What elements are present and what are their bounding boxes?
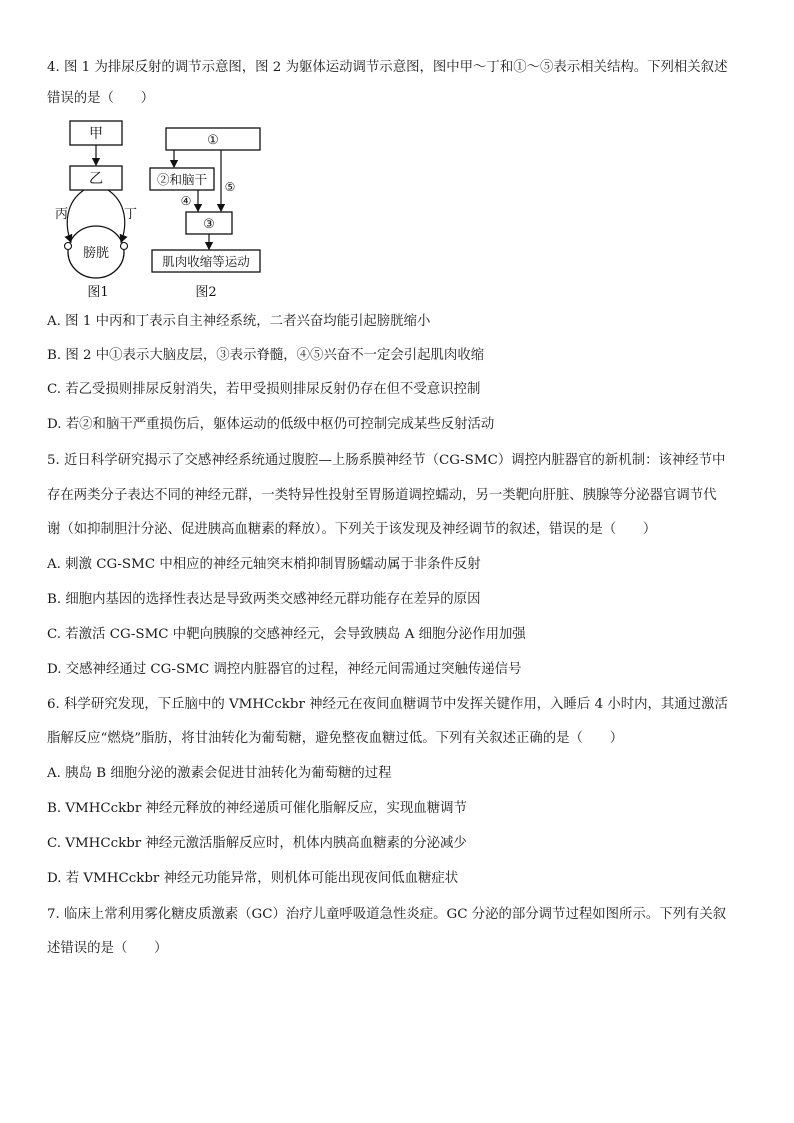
figure-1-reflex-diagram [55,121,137,300]
figure1-label-bing: 丙 [55,207,69,222]
q6-option-d: D. 若 VMHCckbr 神经元功能异常，则机体可能出现夜间低血糖症状 [47,871,459,886]
figure2-caption: 图2 [195,285,217,300]
q4-option-d: D. 若②和脑干严重损伤后，躯体运动的低级中枢仍可控制完成某些反射活动 [47,417,495,432]
q4-figures [55,118,268,308]
q6-stem-line-2: 脂解反应“燃烧”脂肪，将甘油转化为葡萄糖，避免整夜血糖过低。下列有关叙述正确的是（ ） [47,731,624,746]
q4-option-a: A. 图 1 中丙和丁表示自主神经系统，二者兴奋均能引起膀胱缩小 [47,314,431,329]
q6-option-c: C. VMHCckbr 神经元激活脂解反应时，机体内胰高血糖素的分泌减少 [47,836,467,851]
q7-stem-line-2: 述错误的是（ ） [47,941,168,956]
figure1-box-jia-label: 甲 [89,126,103,142]
figure1-receptor-left [65,243,72,250]
q4-option-c: C. 若乙受损则排尿反射消失，若甲受损则排尿反射仍存在但不受意识控制 [47,382,481,397]
figure2-label-5: ⑤ [224,180,236,194]
q5-stem-line-3: 谢（如抑制胆汁分泌、促进胰高血糖素的释放）。下列关于该发现及神经调节的叙述，错误的是（ ） [47,522,657,537]
figure2-label-4: ④ [180,194,192,208]
figure1-label-ding: 丁 [124,207,138,222]
figure1-caption: 图1 [87,285,109,300]
bladder-label: 膀胱 [82,246,110,261]
q6-stem-line-1: 6. 科学研究发现，下丘脑中的 VMHCckbr 神经元在夜间血糖调节中发挥关键作用，入睡后 4 小时内，其通过激活 [47,697,728,712]
q5-option-a: A. 刺激 CG-SMC 中相应的神经元轴突末梢抑制胃肠蠕动属于非条件反射 [47,557,481,572]
figure2-box-3-label: ③ [203,217,215,232]
figure1-box-yi-label: 乙 [89,171,103,187]
figure2-box-1-label: ① [207,133,219,148]
q6-option-a: A. 胰岛 B 细胞分泌的激素会促进甘油转化为葡萄糖的过程 [47,766,392,781]
figure2-box-2-label: ②和脑干 [156,172,208,187]
q5-option-c: C. 若激活 CG-SMC 中靶向胰腺的交感神经元，会导致胰岛 A 细胞分泌作用加强 [47,627,526,642]
figure2-box-muscle-label: 肌肉收缩等运动 [162,254,250,269]
q4-stem-line-1: 4. 图 1 为排尿反射的调节示意图，图 2 为躯体运动调节示意图，图中甲～丁和①～⑤表示相关结构。下列相关叙述 [47,60,728,75]
q4-stem-line-2: 错误的是（ ） [47,91,155,106]
figure-2-motor-diagram [150,128,260,300]
q7-stem-line-1: 7. 临床上常利用雾化糖皮质激素（GC）治疗儿童呼吸道急性炎症。GC 分泌的部分调节过程如图所示。下列有关叙 [47,907,727,922]
q5-stem-line-2: 存在两类分子表达不同的神经元群，一类特异性投射至胃肠道调控蠕动，另一类靶向肝脏、胰腺等分泌器官调节代 [47,488,717,503]
q5-option-d: D. 交感神经通过 CG-SMC 调控内脏器官的过程，神经元间需通过突触传递信号 [47,662,522,677]
q6-option-b: B. VMHCckbr 神经元释放的神经递质可催化脂解反应，实现血糖调节 [47,801,467,816]
q5-stem-line-1: 5. 近日科学研究揭示了交感神经系统通过腹腔—上肠系膜神经节（CG-SMC）调控内脏器官的新机制：该神经节中 [47,453,726,468]
figure1-receptor-right [121,243,128,250]
q5-option-b: B. 细胞内基因的选择性表达是导致两类交感神经元群功能存在差异的原因 [47,592,481,607]
q4-option-b: B. 图 2 中①表示大脑皮层，③表示脊髓，④⑤兴奋不一定会引起肌肉收缩 [47,348,485,363]
